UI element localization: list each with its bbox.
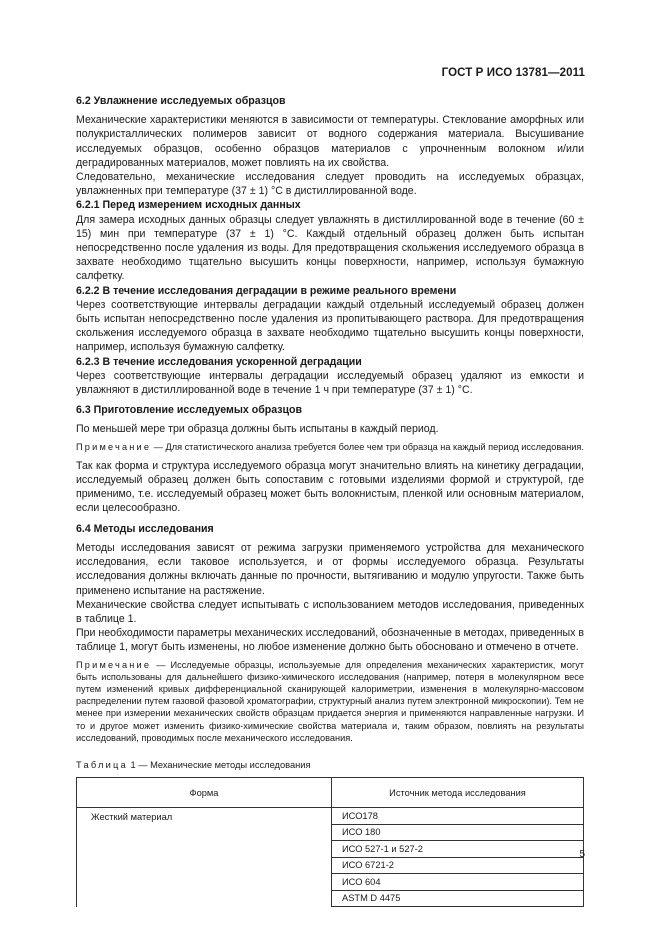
source-cell: ИСО 527-1 и 527-2 (332, 841, 584, 858)
paragraph: Через соответствующие интервалы деградации исследуемый образец удаляют из емкости и увлажняют в дистиллированной воде в течение 1 ч при температуре (37 ± 1) °С. (76, 369, 584, 397)
note-text: — Для статистического анализа требуется более чем три образца на каждый период исследования. (151, 441, 584, 452)
note (76, 441, 584, 453)
paragraph: По меньшей мере три образца должны быть испытаны в каждый период. (76, 423, 439, 436)
paragraph: Методы исследования зависят от режима загрузки применяемого устройства для механического исследования, если таковое используется, и от формы исследуемого образца. Результаты исследования должны включать данные по прочности, вытягиванию и модулю упругости. Также быть применено испытание на растяжение. (76, 541, 584, 597)
table-caption (76, 758, 584, 772)
paragraph: Так как форма и структура исследуемого образца могут значительно влиять на кинетику деградации, исследуемый образец должен быть сопоставим с готовыми изделиями формой и структурой, где применимо, т.е. исследуемый образец может быть волокнистым, пленкой или основным материалом, если целесообразно. (76, 459, 584, 515)
section-heading-6-2-3: 6.2.3 В течение исследования ускоренной деградации (76, 355, 362, 368)
paragraph: Следовательно, механические исследования следует проводить на исследуемых образцах, увлажненных при температуре (37 ± 1) °С в дистиллированной воде. (76, 171, 584, 198)
note-label: Примечание (76, 659, 152, 670)
note-label: Примечание (76, 441, 152, 452)
source-cell: ASTM D 4475 (332, 890, 584, 907)
source-cell: ИСО 6721-2 (332, 857, 584, 874)
table-caption-text: 1 — Механические методы исследования (127, 759, 311, 770)
source-cell: ИСО 180 (332, 824, 584, 841)
methods-table (76, 777, 584, 907)
source-cell: ИСО 604 (332, 874, 584, 891)
table-caption-label: Таблица (76, 759, 128, 770)
page-number: 5 (579, 849, 585, 860)
section-heading-6-2-1: 6.2.1 Перед измерением исходных данных (76, 199, 301, 212)
document-body (76, 94, 584, 907)
column-header-source: Источник метода исследования (332, 778, 584, 808)
column-header-form: Форма (77, 778, 332, 808)
paragraph: При необходимости параметры механических исследований, обозначенные в методах, приведенных в таблице 1, могут быть изменены, но любое изменение должно быть обосновано и отмечено в отчете. (76, 627, 584, 654)
section-heading-6-2-2: 6.2.2 В течение исследования деградации в режиме реального времени (76, 284, 457, 297)
section-heading-6-3: 6.3 Приготовление исследуемых образцов (76, 404, 302, 417)
table-row (77, 808, 584, 825)
table-header-row (77, 778, 584, 808)
section-heading-6-4: 6.4 Методы исследования (76, 522, 214, 535)
paragraph: Механические свойства следует испытывать с использованием методов исследования, приведенных в таблице 1. (76, 598, 584, 625)
paragraph: Механические характеристики меняются в зависимости от температуры. Стеклование аморфных или полукристаллических полимеров зависит от водного содержания материала. Высушивание исследуемых образцов, особенно образцов материалов с упрочненным волокном и/или деградированных материалов, может повлиять на их свойства. (76, 114, 584, 169)
document-header: ГОСТ Р ИСО 13781—2011 (441, 67, 585, 79)
note-text: — Исследуемые образцы, используемые для определения механических характеристик, могут быть использованы для дальнейшего физико-химического исследования (например, потеря в молекулярном весе путем изменений кривых дифференциальной сканирующей калориметрии, изменения в молекулярно-массовом распределении путем газовой фазовой хроматографии, структурный анализ путем электронной микроскопии). Тем не менее при измерении механических свойств образцам придается энергия и применяются направленные нагрузки. И то и другое может изменить физико-химические свойства материала и, таким образом, повлиять на результаты исследований, проводимых после механического исследования. (76, 659, 584, 743)
paragraph: Через соответствующие интервалы деградации каждый отдельный исследуемый образец должен быть испытан непосредственно после удаления из пропитывающего раствора. Для предотвращения скольжения исследуемого образца в захвате необходимо тщательно высушить концы поверхности, например, используя бумажную салфетку. (76, 298, 584, 354)
note (76, 659, 584, 744)
paragraph: Для замера исходных данных образцы следует увлажнять в дистиллированной воде в течение (60 ± 15) мин при температуре (37 ± 1) °С. Каждый отдельный образец должен быть испытан непосредственно после удаления из воды. Для предотвращения скольжения исследуемого образца в захвате необходимо тщательно высушить концы поверхности, например, используя бумажную салфетку. (76, 213, 584, 283)
form-cell: Жесткий материал (77, 808, 332, 907)
section-heading-6-2: 6.2 Увлажнение исследуемых образцов (76, 95, 286, 107)
source-cell: ИСО178 (332, 808, 584, 825)
